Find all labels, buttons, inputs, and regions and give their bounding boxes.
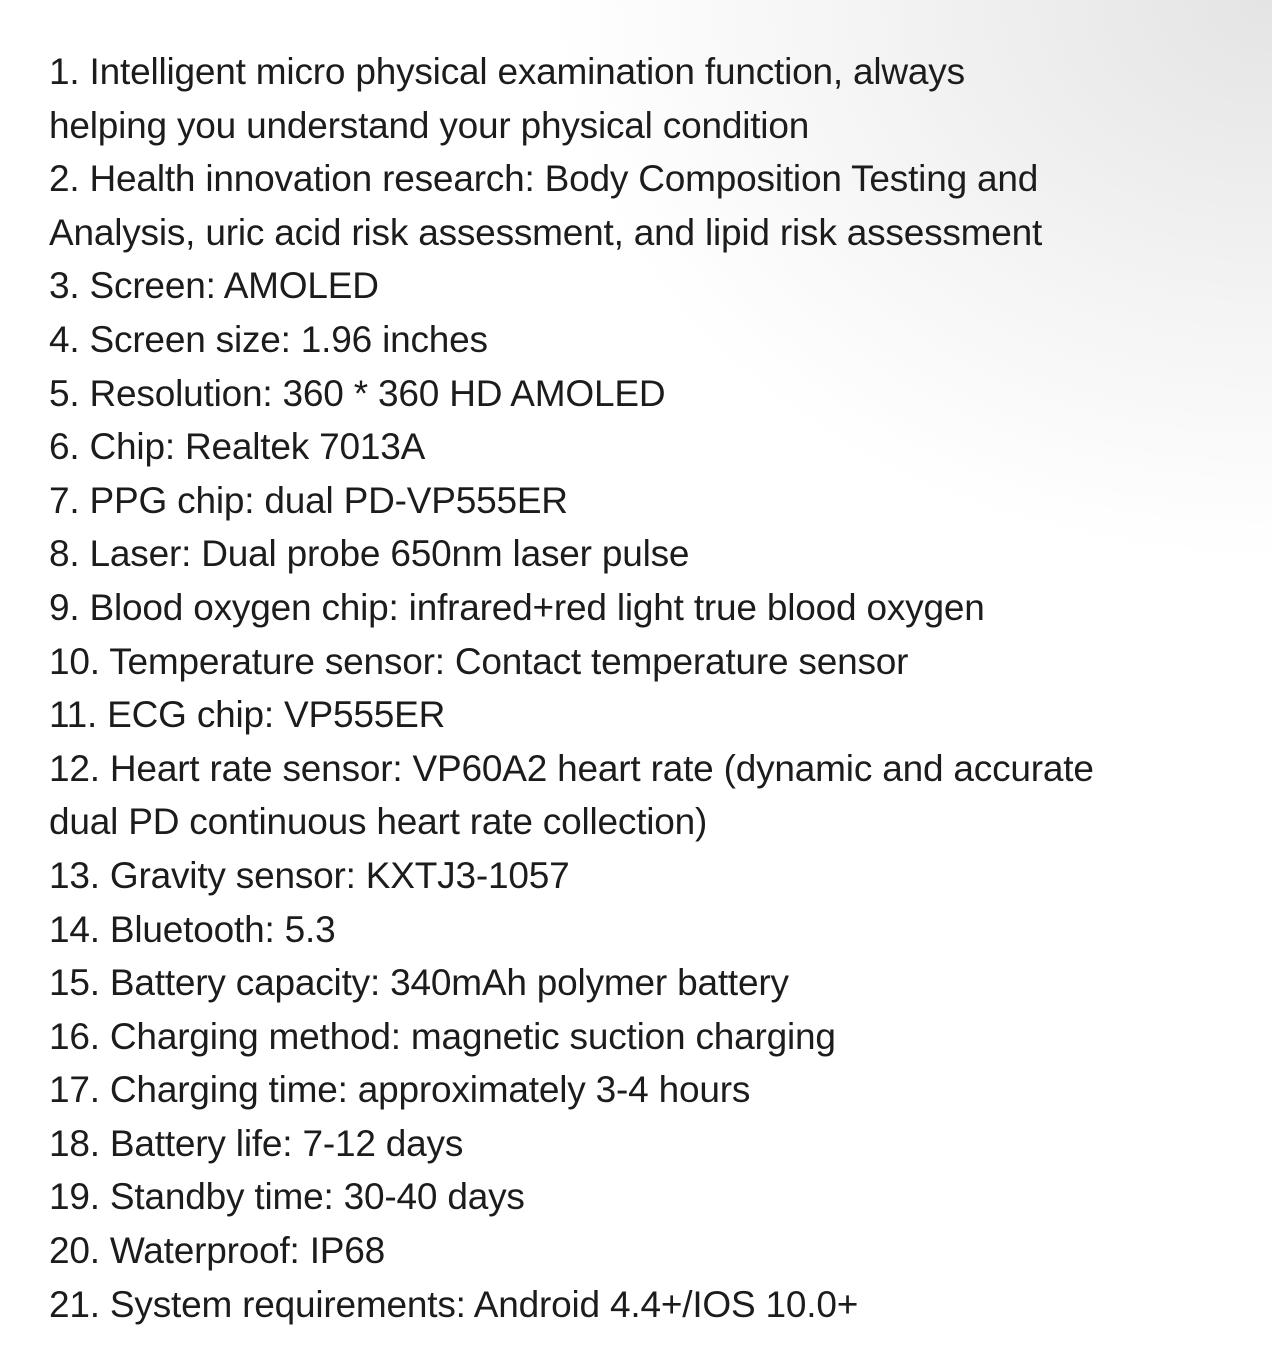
- spec-item-charging-method: 16. Charging method: magnetic suction charging: [49, 1015, 836, 1057]
- spec-item-1-line-2: helping you understand your physical condition: [49, 104, 810, 146]
- spec-item-2-line-2: Analysis, uric acid risk assessment, and lipid risk assessment: [49, 211, 1043, 253]
- spec-item-waterproof: 20. Waterproof: IP68: [49, 1230, 386, 1272]
- spec-item-battery-life: 18. Battery life: 7-12 days: [49, 1122, 464, 1164]
- spec-item-system-requirements: 21. System requirements: Android 4.4+/IOS 10.0+: [49, 1283, 859, 1325]
- spec-item-2-line-1: 2. Health innovation research: Body Composition Testing and: [49, 158, 1039, 200]
- spec-item-ppg-chip: 7. PPG chip: dual PD-VP555ER: [49, 479, 568, 521]
- spec-item-blood-oxygen-chip: 9. Blood oxygen chip: infrared+red light true blood oxygen: [49, 586, 985, 628]
- spec-item-resolution: 5. Resolution: 360 * 360 HD AMOLED: [49, 372, 666, 414]
- spec-item-charging-time: 17. Charging time: approximately 3-4 hours: [49, 1069, 751, 1111]
- spec-item-screen-size: 4. Screen size: 1.96 inches: [49, 318, 488, 360]
- spec-item-bluetooth: 14. Bluetooth: 5.3: [49, 908, 336, 950]
- spec-item-chip: 6. Chip: Realtek 7013A: [49, 426, 426, 468]
- spec-item-laser: 8. Laser: Dual probe 650nm laser pulse: [49, 533, 690, 575]
- spec-item-ecg-chip: 11. ECG chip: VP555ER: [49, 694, 446, 736]
- spec-item-1-line-1: 1. Intelligent micro physical examination function, always: [49, 51, 965, 92]
- spec-item-screen: 3. Screen: AMOLED: [49, 265, 379, 307]
- spec-item-battery-capacity: 15. Battery capacity: 340mAh polymer battery: [49, 962, 789, 1004]
- spec-item-heart-rate-line-1: 12. Heart rate sensor: VP60A2 heart rate (dynamic and accurate: [49, 747, 1094, 789]
- spec-item-heart-rate-line-2: dual PD continuous heart rate collection): [49, 801, 708, 843]
- spec-item-temperature-sensor: 10. Temperature sensor: Contact temperature sensor: [49, 640, 909, 682]
- spec-list: [49, 45, 1259, 1331]
- spec-item-standby-time: 19. Standby time: 30-40 days: [49, 1176, 525, 1218]
- spec-item-gravity-sensor: 13. Gravity sensor: KXTJ3-1057: [49, 854, 570, 896]
